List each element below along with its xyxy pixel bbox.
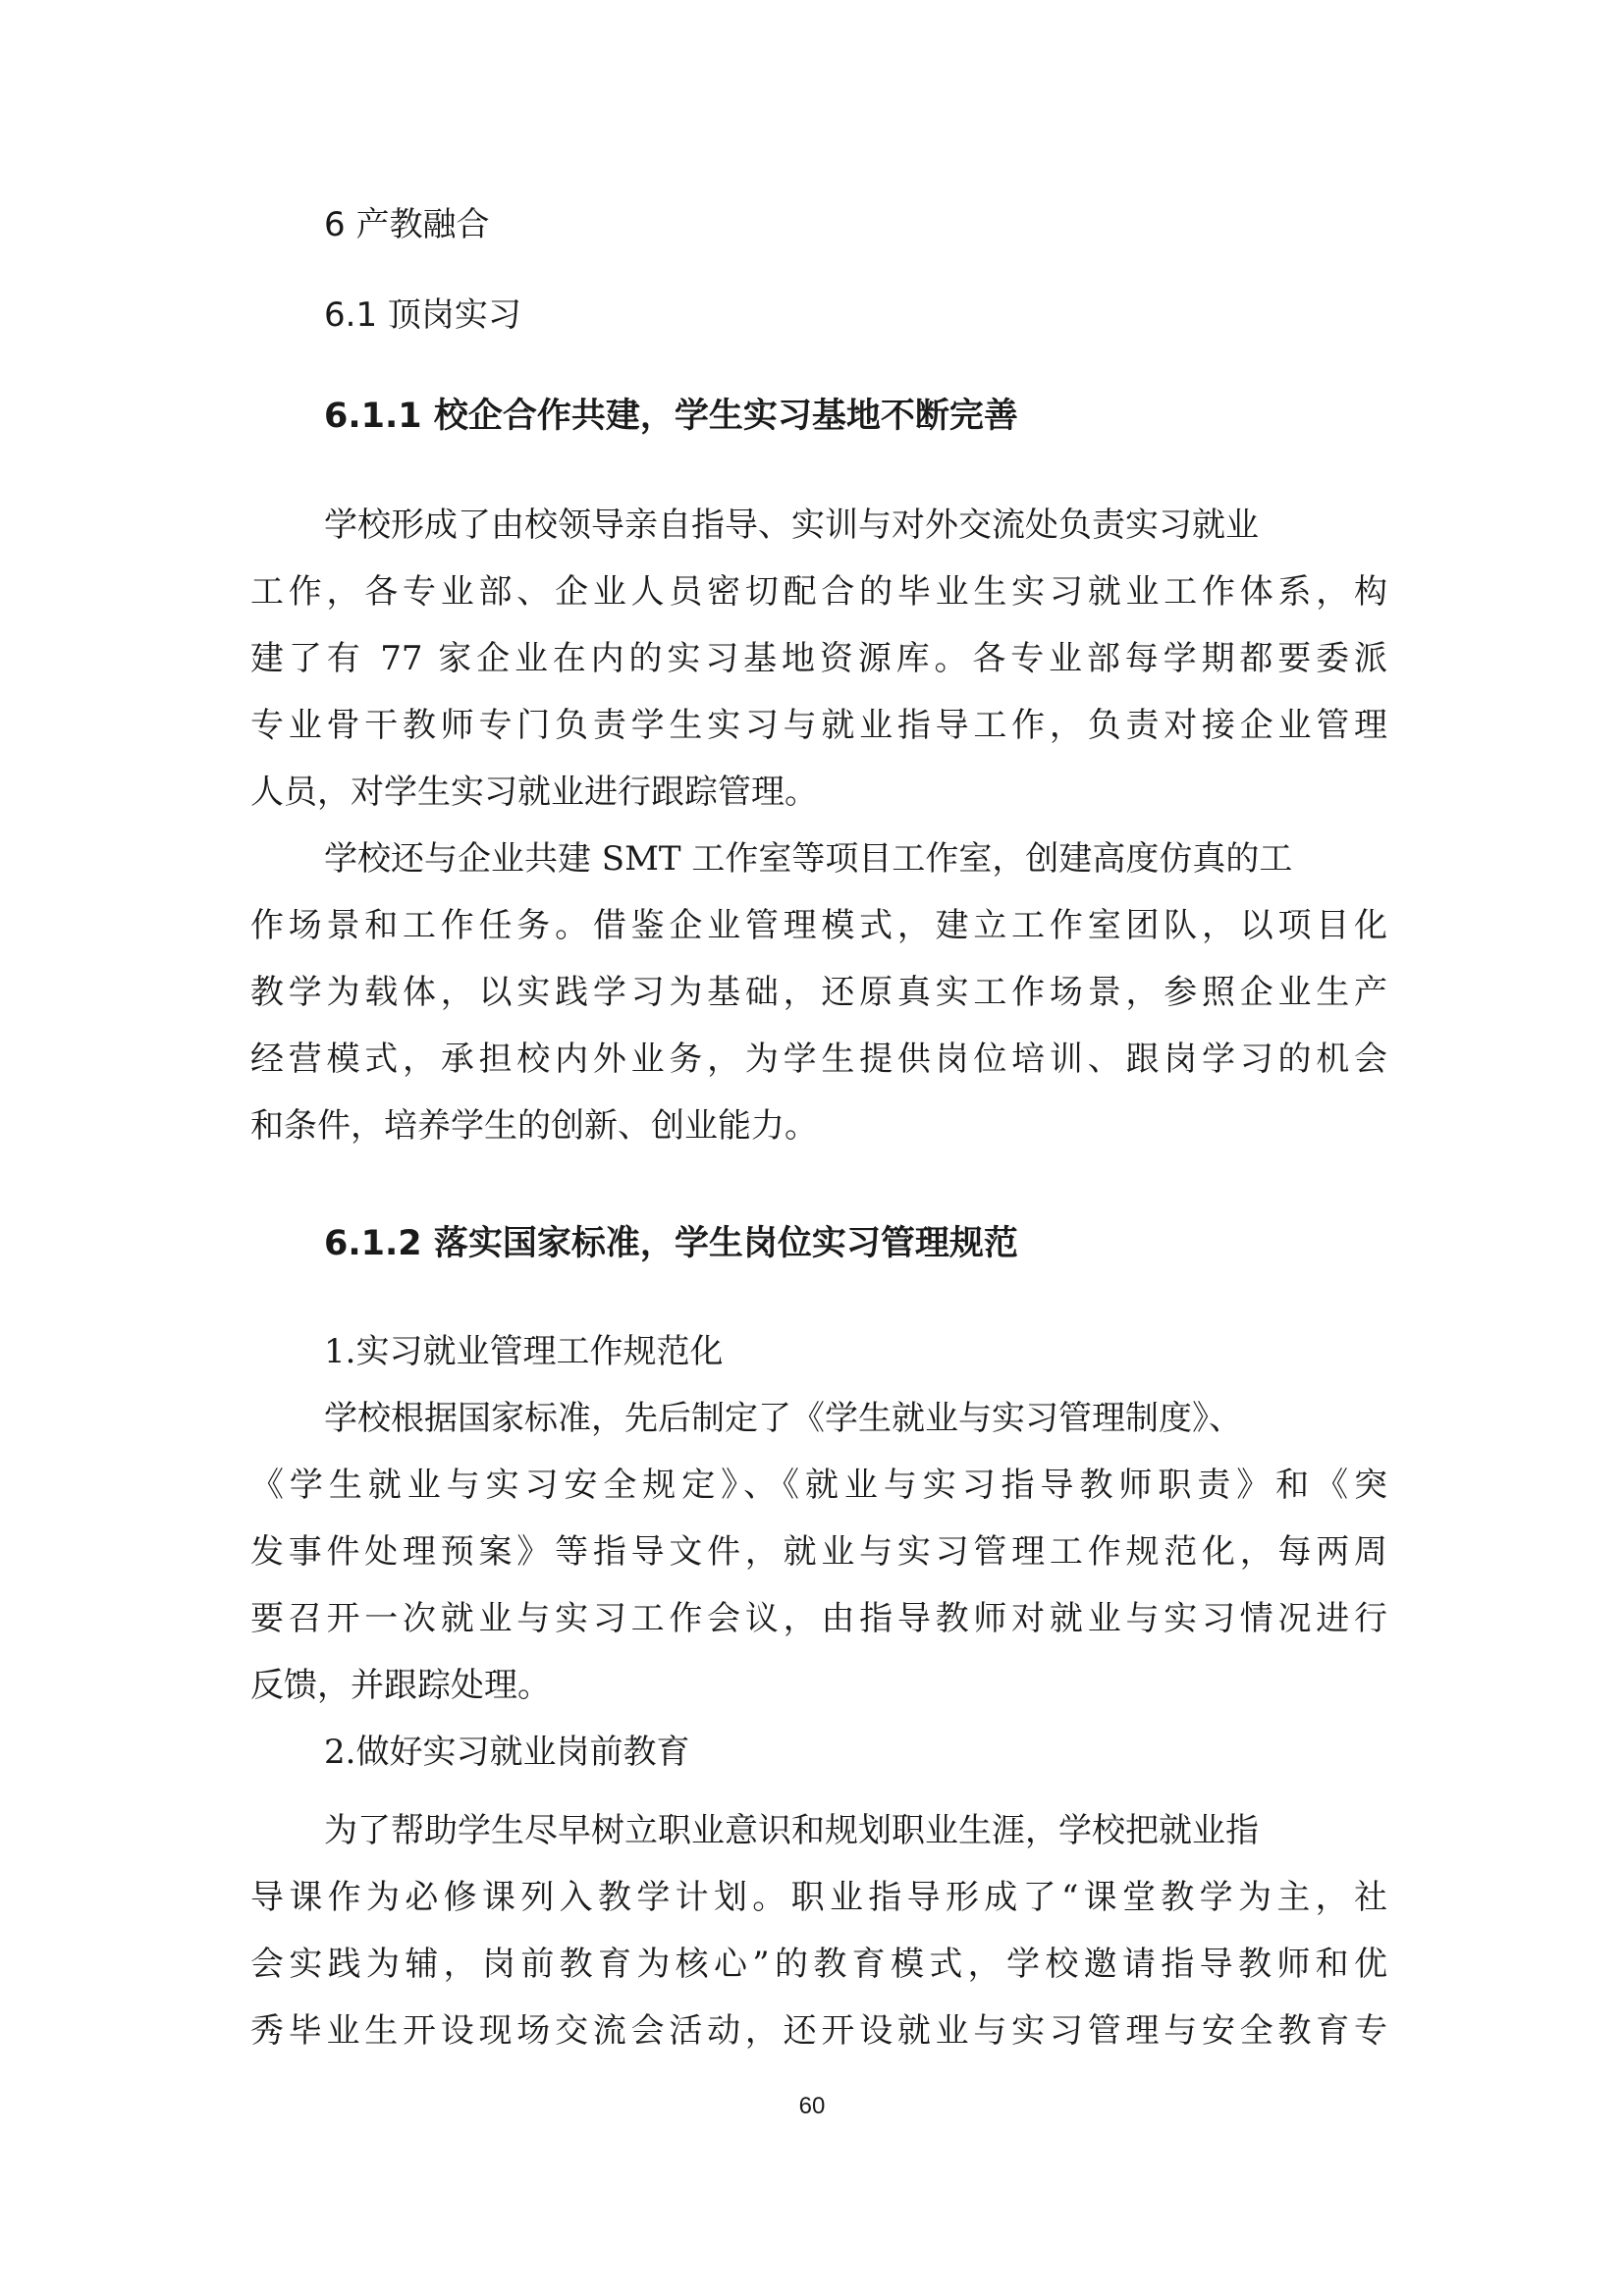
paragraph-line: 人员，对学生实习就业进行跟踪管理。 — [250, 773, 818, 812]
paragraph-line: 为了帮助学生尽早树立职业意识和规划职业生涯，学校把就业指 — [324, 1811, 1259, 1850]
paragraph-line: 秀毕业生开设现场交流会活动，还开设就业与实习管理与安全教育专 — [250, 2011, 1387, 2051]
paragraph-line: 发事件处理预案》等指导文件，就业与实习管理工作规范化，每两周 — [250, 1532, 1387, 1572]
paragraph-line: 会实践为辅，岗前教育为核心”的教育模式，学校邀请指导教师和优 — [250, 1945, 1387, 1984]
paragraph-line: 反馈，并跟踪处理。 — [250, 1666, 551, 1705]
paragraph-line: 教学为载体，以实践学习为基础，还原真实工作场景，参照企业生产 — [250, 973, 1387, 1012]
paragraph-line: 专业骨干教师专门负责学生实习与就业指导工作，负责对接企业管理 — [250, 706, 1387, 745]
paragraph-line: 经营模式，承担校内外业务，为学生提供岗位培训、跟岗学习的机会 — [250, 1040, 1387, 1079]
part2-heading: 6.1.2 落实国家标准，学生岗位实习管理规范 — [324, 1224, 1018, 1263]
part1-heading: 6.1.1 校企合作共建，学生实习基地不断完善 — [324, 397, 1018, 436]
paragraph-line: 工作，各专业部、企业人员密切配合的毕业生实习就业工作体系，构 — [250, 572, 1387, 612]
paragraph-line: 建了有 77 家企业在内的实习基地资源库。各专业部每学期都要委派 — [250, 639, 1387, 678]
paragraph-line: 《学生就业与实习安全规定》、《就业与实习指导教师职责》和《突 — [250, 1466, 1387, 1505]
paragraph-line: 学校根据国家标准，先后制定了《学生就业与实习管理制度》、 — [324, 1399, 1242, 1438]
section-heading: 6 产教融合 — [324, 205, 490, 244]
paragraph-line: 学校还与企业共建 SMT 工作室等项目工作室，创建高度仿真的工 — [324, 839, 1293, 879]
subsection-heading: 6.1 顶岗实习 — [324, 295, 521, 335]
list-item-title: 2.做好实习就业岗前教育 — [324, 1733, 690, 1772]
paragraph-line: 导课作为必修课列入教学计划。职业指导形成了“课堂教学为主，社 — [250, 1878, 1387, 1917]
list-item-title: 1.实习就业管理工作规范化 — [324, 1332, 724, 1371]
paragraph-line: 和条件，培养学生的创新、创业能力。 — [250, 1106, 818, 1146]
paragraph-line: 学校形成了由校领导亲自指导、实训与对外交流处负责实习就业 — [324, 506, 1259, 545]
paragraph-line: 作场景和工作任务。借鉴企业管理模式，建立工作室团队，以项目化 — [250, 906, 1387, 945]
paragraph-line: 要召开一次就业与实习工作会议，由指导教师对就业与实习情况进行 — [250, 1599, 1387, 1638]
page-number: 60 — [798, 2093, 826, 2119]
